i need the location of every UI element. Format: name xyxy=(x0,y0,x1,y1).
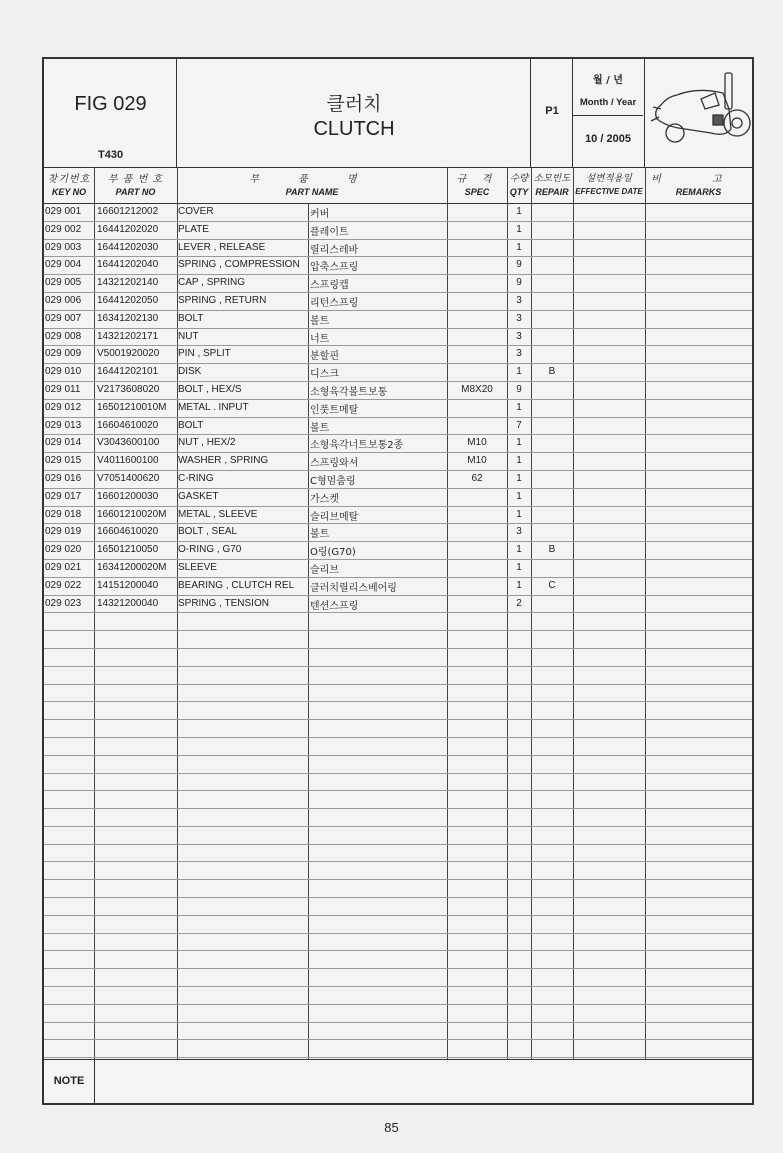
col-part-name xyxy=(177,167,447,203)
part-name-korean-cell: 볼트 xyxy=(310,315,330,327)
table-row xyxy=(44,311,752,329)
table-row xyxy=(44,542,752,560)
model-name: T430 xyxy=(98,149,124,161)
key-no-cell: 029 002 xyxy=(45,223,82,235)
part-no-cell: 16501210010M xyxy=(97,401,167,413)
key-no-cell: 029 011 xyxy=(45,383,81,395)
table-row xyxy=(44,649,752,667)
qty-cell: 1 xyxy=(516,508,522,520)
part-name-korean-cell: 가스켓 xyxy=(310,493,339,505)
part-name-cell: PLATE xyxy=(178,223,209,235)
col-repair-en: REPAIR xyxy=(535,187,569,197)
key-no-cell: 029 008 xyxy=(45,330,82,342)
table-row xyxy=(44,293,752,311)
part-no-cell: 16341202130 xyxy=(97,312,159,324)
qty-cell: 1 xyxy=(516,223,522,235)
part-name-korean-cell: 너트 xyxy=(310,333,330,345)
part-name-korean-cell: 텐션스프링 xyxy=(310,600,359,612)
key-no-cell: 029 004 xyxy=(45,259,82,271)
part-name-korean-cell: 디스크 xyxy=(310,369,339,381)
table-row xyxy=(44,827,752,845)
table-row xyxy=(44,702,752,720)
qty-cell: 1 xyxy=(516,490,522,502)
page-cell xyxy=(531,59,573,167)
key-no-cell: 029 010 xyxy=(45,366,82,378)
part-name-korean-cell: 플레이트 xyxy=(310,226,349,238)
part-no-cell: 16601210020M xyxy=(97,508,167,520)
part-no-cell: 14321202140 xyxy=(97,277,159,289)
table-row xyxy=(44,435,752,453)
table-row xyxy=(44,275,752,293)
part-no-cell: V4011600100 xyxy=(97,455,159,467)
table-row xyxy=(44,453,752,471)
key-no-cell: 029 015 xyxy=(45,455,82,467)
part-name-cell: METAL , SLEEVE xyxy=(178,508,258,520)
col-key-no xyxy=(44,167,94,203)
table-row xyxy=(44,1040,752,1058)
repair-cell: B xyxy=(548,544,556,556)
key-no-cell: 029 013 xyxy=(45,419,82,431)
part-no-cell: 16501210050 xyxy=(97,544,159,556)
month-year-english: Month / Year xyxy=(579,97,637,108)
part-name-korean-cell: 클러치릴리스베어링 xyxy=(310,582,397,594)
table-row xyxy=(44,880,752,898)
col-part-no xyxy=(94,167,177,203)
repair-cell: C xyxy=(548,579,556,591)
part-name-cell: COVER xyxy=(178,206,214,217)
table-row xyxy=(44,257,752,275)
part-no-cell: 16441202020 xyxy=(97,223,159,235)
qty-cell: 3 xyxy=(516,526,522,538)
part-name-korean-cell: 압축스프링 xyxy=(310,262,359,274)
table-row xyxy=(44,400,752,418)
col-remarks-kr: 비 고 xyxy=(651,174,746,185)
part-no-cell: V2173608020 xyxy=(97,383,160,395)
table-row xyxy=(44,507,752,525)
col-part-name-kr: 부 품 명 xyxy=(249,174,375,185)
part-name-korean-cell: 리턴스프링 xyxy=(310,297,359,309)
part-name-cell: BOLT xyxy=(178,419,204,431)
figure-number: FIG 029 xyxy=(74,93,147,115)
table-row xyxy=(44,364,752,382)
part-no-cell: 16601212002 xyxy=(97,206,159,217)
parts-table-body xyxy=(44,204,752,1058)
key-no-cell: 029 012 xyxy=(45,401,82,413)
qty-cell: 3 xyxy=(516,312,522,324)
part-name-korean-cell: 인풋트메탈 xyxy=(310,404,359,416)
qty-cell: 1 xyxy=(516,241,522,253)
table-row xyxy=(44,969,752,987)
sheet-header xyxy=(44,59,752,168)
spec-cell: M10 xyxy=(467,437,487,449)
part-name-cell: C-RING xyxy=(178,472,214,484)
part-name-korean-cell: 스프링캡 xyxy=(310,280,349,292)
qty-cell: 1 xyxy=(516,366,522,378)
part-name-korean-cell: 볼트 xyxy=(310,529,330,541)
part-name-cell: LEVER , RELEASE xyxy=(178,241,266,253)
table-row xyxy=(44,346,752,364)
table-row xyxy=(44,791,752,809)
part-no-cell: 16604610020 xyxy=(97,419,159,431)
part-name-cell: METAL . INPUT xyxy=(178,401,249,413)
part-name-cell: BOLT xyxy=(178,312,204,324)
table-row xyxy=(44,1005,752,1023)
part-name-korean-cell: 커버 xyxy=(310,209,330,220)
part-name-cell: SLEEVE xyxy=(178,561,217,573)
table-row xyxy=(44,613,752,631)
part-name-korean-cell: 소형육각너트보통2종 xyxy=(310,440,404,452)
part-name-cell: DISK xyxy=(178,366,202,378)
table-row xyxy=(44,987,752,1005)
key-no-cell: 029 023 xyxy=(45,597,82,609)
part-no-cell: 16604610020 xyxy=(97,526,159,538)
table-row xyxy=(44,596,752,614)
part-no-cell: V3043600100 xyxy=(97,437,160,449)
table-row xyxy=(44,774,752,792)
table-row xyxy=(44,222,752,240)
table-row xyxy=(44,685,752,703)
part-name-cell: BOLT , SEAL xyxy=(178,526,238,538)
part-name-cell: BOLT , HEX/S xyxy=(178,383,242,395)
month-year-cell xyxy=(573,59,645,167)
part-name-cell: GASKET xyxy=(178,490,219,502)
qty-cell: 2 xyxy=(516,597,522,609)
col-part-name-en: PART NAME xyxy=(285,187,339,197)
table-row xyxy=(44,951,752,969)
qty-cell: 1 xyxy=(516,472,522,484)
table-row xyxy=(44,720,752,738)
page-code: P1 xyxy=(545,105,559,117)
qty-cell: 1 xyxy=(516,455,522,467)
part-name-korean-cell: 슬리브 xyxy=(310,564,339,576)
month-year-divider xyxy=(573,115,643,116)
table-row xyxy=(44,204,752,222)
table-row xyxy=(44,756,752,774)
table-row xyxy=(44,1023,752,1041)
qty-cell: 9 xyxy=(516,383,522,395)
note-section xyxy=(44,1059,752,1104)
qty-cell: 3 xyxy=(516,294,522,306)
table-row xyxy=(44,382,752,400)
table-row xyxy=(44,418,752,436)
key-no-cell: 029 019 xyxy=(45,526,82,538)
part-no-cell: 14321200040 xyxy=(97,597,159,609)
part-name-cell: WASHER , SPRING xyxy=(178,455,269,467)
col-qty-en: QTY xyxy=(509,187,529,197)
part-name-korean-cell: 슬리브메탈 xyxy=(310,511,359,523)
col-remarks xyxy=(645,167,752,203)
qty-cell: 1 xyxy=(516,206,522,217)
note-label: NOTE xyxy=(53,1075,85,1087)
spec-cell: M8X20 xyxy=(461,383,493,395)
table-row xyxy=(44,738,752,756)
table-row xyxy=(44,560,752,578)
col-qty-kr: 수량 xyxy=(509,173,529,184)
col-spec-en: SPEC xyxy=(464,187,490,197)
table-row xyxy=(44,845,752,863)
note-label-cell xyxy=(44,1060,95,1104)
table-row xyxy=(44,631,752,649)
col-spec-kr: 규 격 xyxy=(456,174,498,185)
col-effective-date xyxy=(573,167,645,203)
table-row xyxy=(44,667,752,685)
table-row xyxy=(44,898,752,916)
page-number: 85 xyxy=(384,1120,399,1135)
spec-cell: 62 xyxy=(471,472,483,484)
part-no-cell: 14151200040 xyxy=(97,579,159,591)
part-name-korean-cell: 분할핀 xyxy=(310,351,339,363)
col-remarks-en: REMARKS xyxy=(675,187,722,197)
title-korean: 클러치 xyxy=(326,93,382,115)
part-no-cell: 16341200020M xyxy=(97,561,167,573)
table-row xyxy=(44,471,752,489)
qty-cell: 1 xyxy=(516,561,522,573)
key-no-cell: 029 016 xyxy=(45,472,82,484)
col-part-no-en: PART NO xyxy=(115,187,156,197)
col-repair-kr: 소모빈도 xyxy=(533,173,571,184)
table-row xyxy=(44,524,752,542)
col-part-no-kr: 부 품 번 호 xyxy=(107,174,164,185)
qty-cell: 1 xyxy=(516,579,522,591)
part-no-cell: 16441202101 xyxy=(97,366,159,378)
key-no-cell: 029 018 xyxy=(45,508,82,520)
spec-cell: M10 xyxy=(467,455,487,467)
part-no-cell: V7051400620 xyxy=(97,472,160,484)
month-year-korean: 월 / 년 xyxy=(593,75,623,86)
col-spec xyxy=(447,167,507,203)
part-name-korean-cell: 스프링와셔 xyxy=(310,458,359,470)
part-name-korean-cell: 소형육각볼트보통 xyxy=(310,386,388,398)
table-row xyxy=(44,329,752,347)
key-no-cell: 029 006 xyxy=(45,294,82,306)
part-no-cell: 16441202050 xyxy=(97,294,159,306)
qty-cell: 3 xyxy=(516,330,522,342)
parts-sheet xyxy=(42,57,754,1105)
tractor-illustration xyxy=(645,59,752,167)
qty-cell: 3 xyxy=(516,348,522,360)
qty-cell: 1 xyxy=(516,401,522,413)
part-no-cell: 16601200030 xyxy=(97,490,159,502)
table-row xyxy=(44,240,752,258)
key-no-cell: 029 005 xyxy=(45,277,82,289)
part-name-cell: CAP , SPRING xyxy=(178,277,246,289)
table-row xyxy=(44,934,752,952)
part-name-cell: SPRING , RETURN xyxy=(178,294,267,306)
part-name-cell: BEARING , CLUTCH REL xyxy=(178,579,295,591)
key-no-cell: 029 001 xyxy=(45,206,82,217)
part-no-cell: 16441202030 xyxy=(97,241,159,253)
title-cell xyxy=(177,59,531,167)
key-no-cell: 029 009 xyxy=(45,348,82,360)
part-no-cell: V5001920020 xyxy=(97,348,160,360)
col-effective-date-en: EFFECTIVE DATE xyxy=(575,187,643,196)
col-key-no-en: KEY NO xyxy=(51,187,87,197)
issue-date: 10 / 2005 xyxy=(585,133,631,145)
part-no-cell: 14321202171 xyxy=(97,330,159,342)
key-no-cell: 029 022 xyxy=(45,579,82,591)
title-english: CLUTCH xyxy=(313,118,395,140)
key-no-cell: 029 020 xyxy=(45,544,82,556)
qty-cell: 9 xyxy=(516,277,522,289)
key-no-cell: 029 003 xyxy=(45,241,82,253)
part-name-korean-cell: 볼트 xyxy=(310,422,330,434)
part-name-korean-cell: O링(G70) xyxy=(310,547,356,559)
table-row xyxy=(44,916,752,934)
qty-cell: 1 xyxy=(516,437,522,449)
table-row xyxy=(44,578,752,596)
col-key-no-kr: 찾기번호 xyxy=(47,174,91,185)
key-no-cell: 029 007 xyxy=(45,312,82,324)
qty-cell: 7 xyxy=(516,419,522,431)
key-no-cell: 029 014 xyxy=(45,437,82,449)
col-qty xyxy=(507,167,531,203)
col-effective-date-kr: 설변적용일 xyxy=(586,173,632,184)
table-row xyxy=(44,489,752,507)
table-row xyxy=(44,862,752,880)
key-no-cell: 029 021 xyxy=(45,561,82,573)
part-name-korean-cell: C형멈춤링 xyxy=(310,475,356,487)
qty-cell: 1 xyxy=(516,544,522,556)
part-name-korean-cell: 릴리스레바 xyxy=(310,244,359,256)
figure-cell xyxy=(44,59,177,167)
repair-cell: B xyxy=(548,366,556,378)
key-no-cell: 029 017 xyxy=(45,490,82,502)
part-name-cell: NUT , HEX/2 xyxy=(178,437,236,449)
tractor-icon xyxy=(645,59,751,165)
part-name-cell: NUT xyxy=(178,330,199,342)
table-row xyxy=(44,809,752,827)
part-name-cell: PIN , SPLIT xyxy=(178,348,231,360)
part-name-cell: O-RING , G70 xyxy=(178,544,242,556)
qty-cell: 9 xyxy=(516,259,522,271)
part-name-cell: SPRING , COMPRESSION xyxy=(178,259,300,271)
part-no-cell: 16441202040 xyxy=(97,259,159,271)
col-repair xyxy=(531,167,573,203)
part-name-cell: SPRING , TENSION xyxy=(178,597,269,609)
